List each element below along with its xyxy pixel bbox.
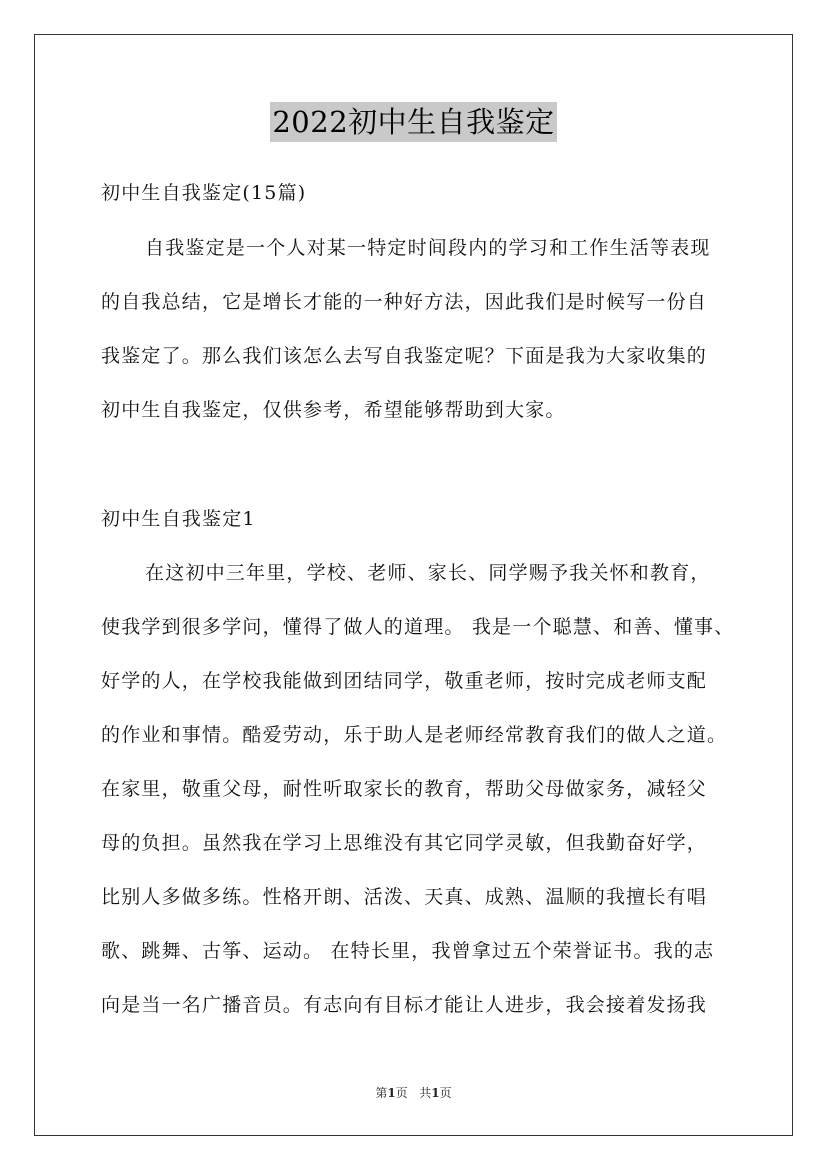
document-title: 2022初中生自我鉴定 <box>270 102 556 142</box>
body-line: 歌、跳舞、古筝、运动。 在特长里，我曾拿过五个荣誉证书。我的志 <box>101 940 715 962</box>
intro-line: 我鉴定了。那么我们该怎么去写自我鉴定呢？下面是我为大家收集的 <box>101 345 708 367</box>
total-prefix: 共 <box>419 1086 432 1100</box>
total-suffix: 页 <box>439 1086 452 1100</box>
title-container <box>0 102 827 142</box>
page-number: 1 <box>387 1086 396 1100</box>
intro-line: 自我鉴定是一个人对某一特定时间段内的学习和工作生活等表现 <box>145 237 711 259</box>
body-line: 向是当一名广播音员。有志向有目标才能让人进步，我会接着发扬我 <box>101 994 708 1016</box>
total-pages: 1 <box>431 1086 440 1100</box>
body-line: 在这初中三年里，学校、老师、家长、同学赐予我关怀和教育， <box>145 562 711 584</box>
body-line: 母的负担。虽然我在学习上思维没有其它同学灵敏，但我勤奋好学， <box>101 832 708 854</box>
body-line: 比别人多做多练。性格开朗、活泼、天真、成熟、温顺的我擅长有唱 <box>101 886 708 908</box>
body-line: 在家里，敬重父母，耐性听取家长的教育，帮助父母做家务，减轻父 <box>101 778 708 800</box>
page-suffix: 页 <box>395 1086 408 1100</box>
intro-line: 初中生自我鉴定，仅供参考，希望能够帮助到大家。 <box>101 399 566 421</box>
section-heading: 初中生自我鉴定1 <box>101 508 256 530</box>
intro-line: 的自我总结，它是增长才能的一种好方法，因此我们是时候写一份自 <box>101 291 708 313</box>
page-footer <box>0 1084 827 1101</box>
body-line: 的作业和事情。酷爱劳动，乐于助人是老师经常教育我们的做人之道。 <box>101 724 728 746</box>
body-line: 好学的人，在学校我能做到团结同学，敬重老师，按时完成老师支配 <box>101 670 708 692</box>
document-subtitle: 初中生自我鉴定(15篇) <box>101 182 307 204</box>
body-line: 使我学到很多学问，懂得了做人的道理。 我是一个聪慧、和善、懂事、 <box>101 616 735 638</box>
page-prefix: 第 <box>375 1086 388 1100</box>
